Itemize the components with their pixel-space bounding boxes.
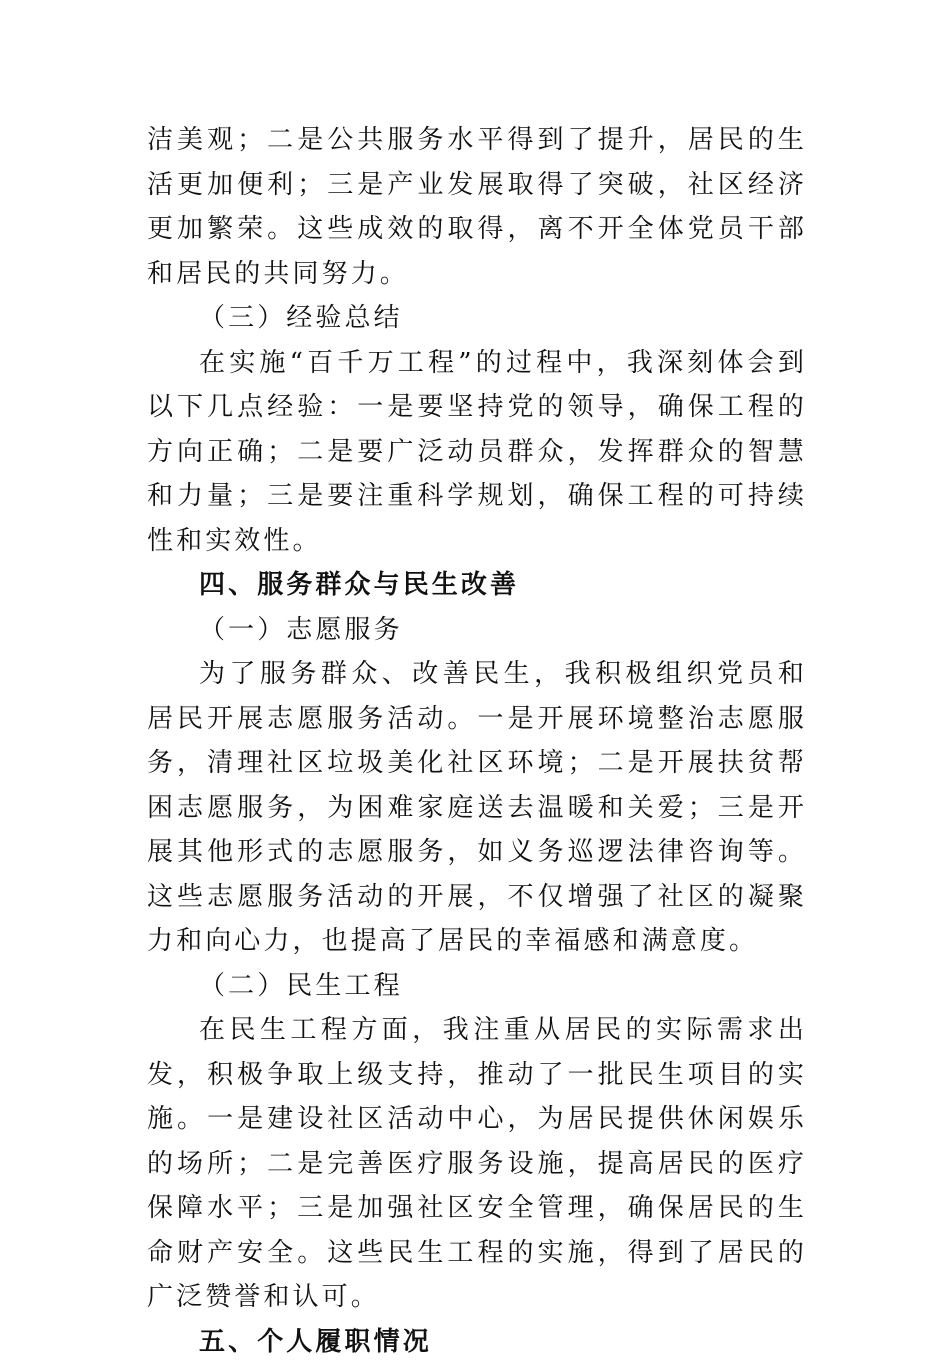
- subsection-heading-experience-summary: （三）经验总结: [147, 296, 807, 341]
- subsection-heading-volunteer-service: （一）志愿服务: [147, 608, 807, 653]
- subsection-heading-livelihood-projects: （二）民生工程: [147, 964, 807, 1009]
- body-paragraph-continued: 洁美观；二是公共服务水平得到了提升，居民的生活更加便利；三是产业发展取得了突破，社区经济更加繁荣。这些成效的取得，离不开全体党员干部和居民的共同努力。: [147, 118, 807, 296]
- section-heading-personal-duties: 五、个人履职情况: [147, 1320, 807, 1364]
- body-paragraph-volunteer: 为了服务群众、改善民生，我积极组织党员和居民开展志愿服务活动。一是开展环境整治志愿服务，清理社区垃圾美化社区环境；二是开展扶贫帮困志愿服务，为困难家庭送去温暖和关爱；三是开展其他形式的志愿服务，如义务巡逻法律咨询等。这些志愿服务活动的开展，不仅增强了社区的凝聚力和向心力，也提高了居民的幸福感和满意度。: [147, 652, 807, 964]
- body-paragraph-experience: 在实施“百千万工程”的过程中，我深刻体会到以下几点经验：一是要坚持党的领导，确保工程的方向正确；二是要广泛动员群众，发挥群众的智慧和力量；三是要注重科学规划，确保工程的可持续性和实效性。: [147, 341, 807, 564]
- body-paragraph-livelihood: 在民生工程方面，我注重从居民的实际需求出发，积极争取上级支持，推动了一批民生项目的实施。一是建设社区活动中心，为居民提供休闲娱乐的场所；二是完善医疗服务设施，提高居民的医疗保障水平；三是加强社区安全管理，确保居民的生命财产安全。这些民生工程的实施，得到了居民的广泛赞誉和认可。: [147, 1008, 807, 1320]
- document-body: [147, 118, 807, 1364]
- section-heading-service-livelihood: 四、服务群众与民生改善: [147, 563, 807, 608]
